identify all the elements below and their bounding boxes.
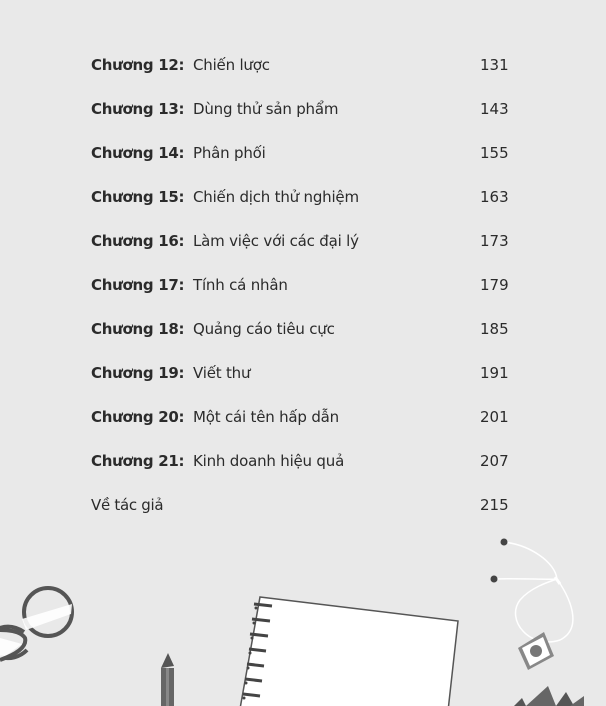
toc-entry-chapter-16 (91, 229, 511, 253)
chapter-label: Chương 20: (91, 408, 185, 426)
earphones-icon (491, 539, 573, 642)
toc-entry-chapter-20 (91, 405, 511, 429)
page-number: 207 (480, 452, 509, 470)
page-number: 155 (480, 144, 509, 162)
chapter-title: Chiến dịch thử nghiệm (193, 188, 359, 206)
chapter-label: Chương 14: (91, 144, 185, 162)
toc-entry-chapter-12 (91, 53, 511, 77)
toc-entry-chapter-13 (91, 97, 511, 121)
chapter-label: Chương 16: (91, 232, 185, 250)
page-number: 131 (480, 56, 509, 74)
page-number: 185 (480, 320, 509, 338)
toc-entry-chapter-14 (91, 141, 511, 165)
chapter-title: Quảng cáo tiêu cực (193, 320, 335, 338)
page-number: 143 (480, 100, 509, 118)
chapter-title: Chiến lược (193, 56, 270, 74)
pencil-icon (161, 653, 174, 706)
toc-entry-chapter-21 (91, 449, 511, 473)
page-number: 215 (480, 496, 509, 514)
page-number: 191 (480, 364, 509, 382)
toc-entry-chapter-15 (91, 185, 511, 209)
chapter-label: Chương 13: (91, 100, 185, 118)
page-number: 179 (480, 276, 509, 294)
music-player-icon (518, 632, 554, 670)
about-author-label: Về tác giả (91, 496, 164, 514)
chapter-title: Một cái tên hấp dẫn (193, 408, 339, 426)
decorative-illustration (0, 520, 606, 706)
chapter-label: Chương 18: (91, 320, 185, 338)
chapter-title: Phân phối (193, 144, 266, 162)
chapter-label: Chương 12: (91, 56, 185, 74)
chapter-label: Chương 15: (91, 188, 185, 206)
page-number: 201 (480, 408, 509, 426)
toc-entry-chapter-17 (91, 273, 511, 297)
page-number: 173 (480, 232, 509, 250)
chapter-title: Viết thư (193, 364, 251, 382)
chapter-label: Chương 21: (91, 452, 185, 470)
toc-entry-chapter-19 (91, 361, 511, 385)
chapter-title: Kinh doanh hiệu quả (193, 452, 345, 470)
toc-entry-chapter-18 (91, 317, 511, 341)
plant-icon (514, 686, 584, 706)
chapter-title: Làm việc với các đại lý (193, 232, 359, 250)
toc-entry-about-author (91, 493, 511, 517)
glasses-icon (0, 588, 72, 660)
page-number: 163 (480, 188, 509, 206)
chapter-title: Tính cá nhân (193, 276, 288, 294)
notebook-icon (238, 597, 458, 706)
chapter-label: Chương 17: (91, 276, 185, 294)
chapter-label: Chương 19: (91, 364, 185, 382)
chapter-title: Dùng thử sản phẩm (193, 100, 339, 118)
